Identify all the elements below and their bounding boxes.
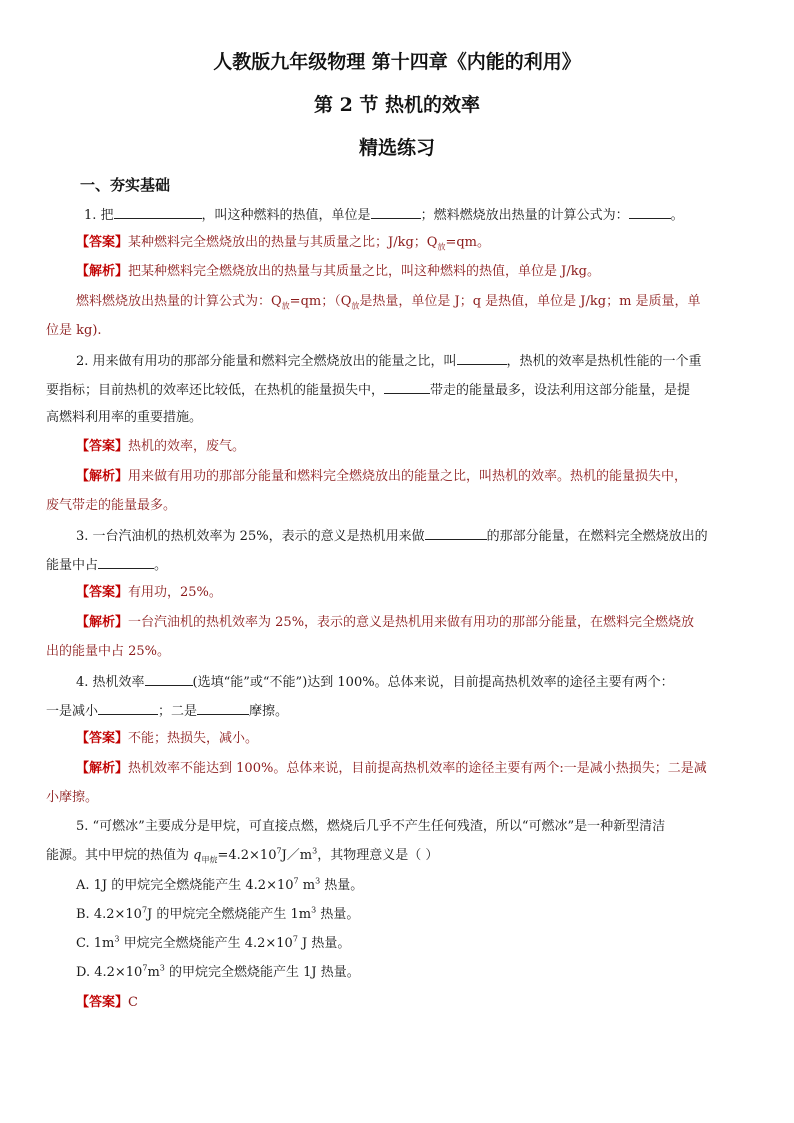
section-heading: 一、夯实基础 bbox=[80, 176, 171, 194]
question-3-line-2: 能量中占 。 bbox=[46, 555, 167, 574]
answer-blank bbox=[145, 672, 193, 686]
answer-blank bbox=[114, 205, 202, 219]
question-2-line-2: 要指标；目前热机的效率还比较低，在热机的能量损失中， 带走的能量最多，设法利用这部分能量，是提 bbox=[46, 380, 690, 399]
analysis-4: 【解析】热机效率不能达到 100%。总体来说，目前提高热机效率的途径主要有两个:一是减小热损失；二是减 bbox=[76, 761, 707, 776]
question-5-line-2: 能源。其中甲烷的热值为 $q_{甲烷}=4.2\times 10^7J/m^3$，其物理意义是（ ） bbox=[46, 846, 439, 865]
answer-4: 【答案】不能；热损失，减小。 bbox=[76, 731, 259, 746]
question-5: 5. “可燃冰”主要成分是甲烷，可直接点燃，燃烧后几乎不产生任何残渣，所以“可燃冰”是一种新型清洁 bbox=[76, 819, 666, 834]
analysis-4-line-2: 小摩擦。 bbox=[46, 790, 99, 805]
option-b: B. $4.2\times 10^7J$ 的甲烷完全燃烧能产生 $1m^3$ 热量。 bbox=[76, 905, 360, 922]
analysis-1-line-3: 位是 kg). bbox=[46, 323, 102, 338]
answer-1: 【答案】某种燃料完全燃烧放出的热量与其质量之比；J/kg；$Q_放=qm$。 bbox=[76, 235, 491, 252]
question-4-line-2: 一是减小 ；二是 摩擦。 bbox=[46, 701, 288, 720]
option-a: A. 1J 的甲烷完全燃烧能产生 $4.2\times 10^7$ $m^3$ 热量。 bbox=[76, 876, 364, 893]
analysis-1-line-2: 燃料燃烧放出热量的计算公式为：$Q_放=qm$；（$Q_放$是热量，单位是 J；q 是热值，单位是 J/kg；m 是质量，单 bbox=[76, 294, 701, 311]
answer-blank bbox=[457, 351, 507, 365]
analysis-2-line-2: 废气带走的能量最多。 bbox=[46, 498, 177, 513]
answer-blank bbox=[384, 380, 430, 394]
option-d: D. $4.2\times 10^7m^3$ 的甲烷完全燃烧能产生 1J 热量。 bbox=[76, 963, 360, 980]
analysis-3-line-2: 出的能量中占 25%。 bbox=[46, 644, 171, 659]
answer-2: 【答案】热机的效率，废气。 bbox=[76, 439, 246, 454]
practice-title: 精选练习 bbox=[358, 137, 435, 159]
question-2-line-3: 高燃料利用率的重要措施。 bbox=[46, 410, 203, 425]
answer-blank bbox=[98, 555, 154, 569]
question-1: 1. 把 ，叫这种燃料的热值，单位是 ；燃料燃烧放出热量的计算公式为： 。 bbox=[84, 205, 684, 224]
analysis-3: 【解析】一台汽油机的热机效率为 25%，表示的意义是热机用来做有用功的那部分能量，在燃料完全燃烧放 bbox=[76, 615, 695, 630]
question-3: 3. 一台汽油机的热机效率为 25%，表示的意义是热机用来做 的那部分能量，在燃料完全燃烧放出的 bbox=[76, 526, 708, 545]
answer-3: 【答案】有用功，25%。 bbox=[76, 585, 222, 600]
answer-5: 【答案】C bbox=[76, 995, 138, 1010]
section-subtitle: 第 2 节 热机的效率 bbox=[313, 94, 481, 116]
answer-blank bbox=[197, 701, 249, 715]
answer-blank bbox=[629, 205, 671, 219]
page-title: 人教版九年级物理 第十四章《内能的利用》 bbox=[213, 51, 581, 73]
answer-blank bbox=[425, 526, 487, 540]
answer-blank bbox=[98, 701, 158, 715]
analysis-2: 【解析】用来做有用功的那部分能量和燃料完全燃烧放出的能量之比，叫热机的效率。热机的能量损失中， bbox=[76, 469, 688, 484]
analysis-1: 【解析】把某种燃料完全燃烧放出的热量与其质量之比，叫这种燃料的热值，单位是 J/kg。 bbox=[76, 264, 600, 279]
option-c: C. $1m^3$ 甲烷完全燃烧能产生 $4.2\times 10^7$ J 热量。 bbox=[76, 934, 351, 951]
question-4: 4. 热机效率 (选填“能”或“不能”)达到 100%。总体来说，目前提高热机效率的途径主要有两个： bbox=[76, 672, 674, 691]
answer-blank bbox=[371, 205, 421, 219]
question-2: 2. 用来做有用功的那部分能量和燃料完全燃烧放出的能量之比，叫 ，热机的效率是热机性能的一个重 bbox=[76, 351, 702, 370]
